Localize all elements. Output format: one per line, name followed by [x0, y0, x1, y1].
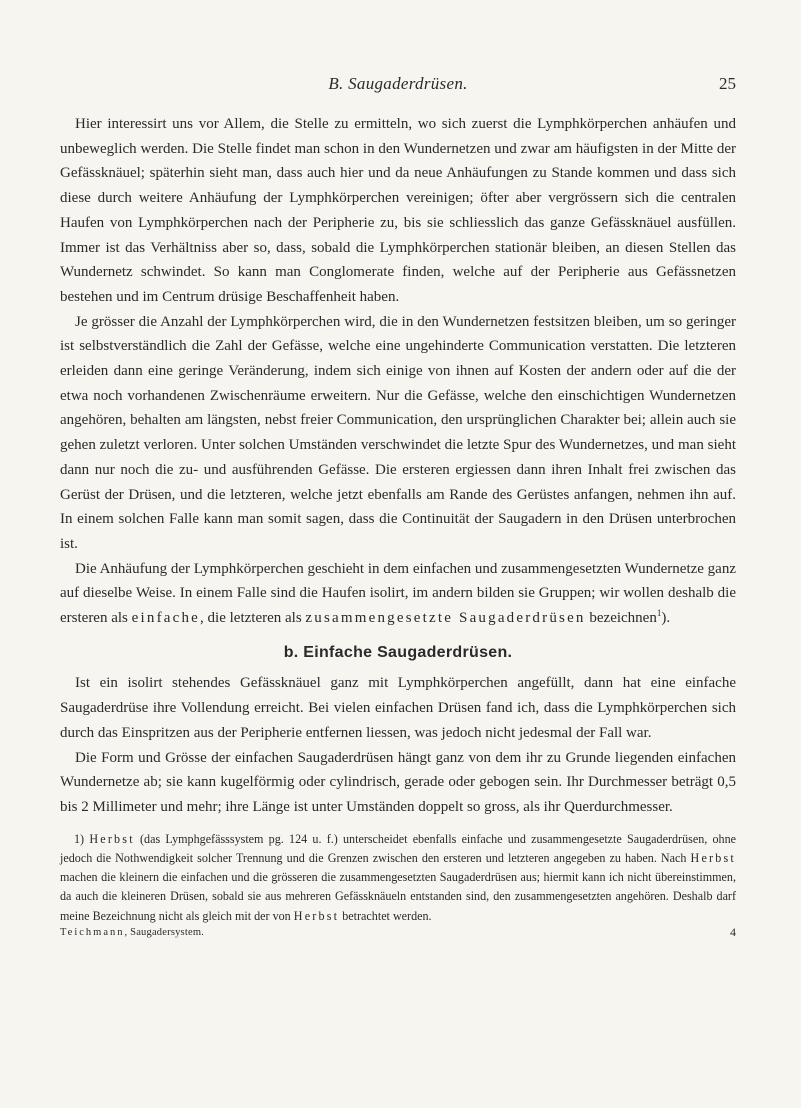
- paragraph-3: [60, 557, 736, 631]
- paragraph-5: Die Form und Grösse der einfachen Saugaderdrüsen hängt ganz von dem ihr zu Grunde liegenden einfachen Wundernetze ab; sie kann kugelförmig oder cylindrisch, gerade oder gebogen sein. Ihr Durchmesser beträgt 0,5 bis 2 Millimeter und mehr; ihre Länge ist unter Umständen doppelt so gross, als ihr Querdurchmesser.: [60, 749, 736, 815]
- footnote-1: [60, 830, 736, 926]
- running-title: B. Saugaderdrüsen.: [328, 74, 468, 93]
- page-number: 25: [719, 74, 736, 93]
- footnote-text-3: betrachtet werden.: [342, 908, 432, 923]
- paragraph-3-mid: , die letzteren als: [200, 610, 302, 627]
- main-text: [60, 112, 736, 820]
- paragraph-2: Je grösser die Anzahl der Lymphkörperchen wird, die in den Wundernetzen festsitzen bleiben, um so geringer ist selbstverständlich die Zahl der Gefässe, welche eine ungehinderte Communication verstatten. Die letzteren erleiden dann eine geringe Veränderung, indem sich einige von ihnen auf Kosten der andern oder auf die der etwa noch vorhandenen Zwischenräume erweitern. Nur die Gefässe, welche den einschichtigen Wundernetzen angehören, behalten am längsten, nebst freier Communication, den ursprünglichen Charakter bei; allein auch sie gehen zuletzt verloren. Unter solchen Umständen verschwindet die letzte Spur des Wundernetzes, und man sieht dann nur noch die zu- und ausführenden Gefässe. Die ersteren ergiessen dann ihren Inhalt frei zwischen das Gerüst der Drüsen, und die letzteren, welche jetzt ebenfalls am Rande des Gerüstes anfangen, nehmen ihn auf. In einem solchen Falle kann man somit sagen, dass die Continuität der Saugadern in den Drüsen unterbrochen ist.: [60, 313, 736, 552]
- running-head: [60, 74, 736, 100]
- paragraph-3-start: Die Anhäufung der Lymphkörperchen geschieht in dem einfachen und zusammengesetzten Wundernetze ganz auf dieselbe Weise. In einem Falle sind die Haufen isolirt, im andern bilden sie Gruppen; wir wollen deshalb die ersteren als: [60, 560, 736, 627]
- book-page: [60, 74, 736, 945]
- signature-line: [60, 924, 736, 945]
- footnote-marker: 1): [74, 831, 85, 846]
- term-zusammengesetzte: zusammengesetzte Saugaderdrüsen: [305, 610, 586, 627]
- paragraph-3-close: ).: [661, 610, 671, 627]
- footnote-author: Herbst: [690, 850, 736, 865]
- section-heading: b. Einfache Saugaderdrüsen.: [283, 643, 513, 661]
- paragraph-4: Ist ein isolirt stehendes Gefässknäuel ganz mit Lymphkörperchen angefüllt, dann hat eine einfache Saugaderdrüse ihre Vollendung erreicht. Bei vielen einfachen Drüsen fand ich, dass die Lymphkörperchen sich durch das Einspritzen aus der Peripherie entfernen liessen, was jedoch nicht jedesmal der Fall war.: [60, 675, 736, 741]
- term-einfache: einfache: [131, 610, 201, 627]
- footnote-text-2: machen die kleinern die einfachen und die grösseren die zusammengesetzten Saugaderdrüsen aus; hiermit kann ich nicht übereinstimmen, da auch die kleineren Drüsen, sobald sie aus mehreren Gefässknäueln entstanden sind, den zusammengesetzten angehören. Deshalb darf meine Bezeichnung nicht als gleich mit der von: [60, 870, 736, 923]
- footer-author: Teichmann: [60, 926, 125, 938]
- footnote-author: Herbst: [293, 908, 340, 923]
- paragraph-1: Hier interessirt uns vor Allem, die Stelle zu ermitteln, wo sich zuerst die Lymphkörperchen anhäufen und unbeweglich werden. Die Stelle findet man schon in den Wundernetzen und zwar am häufigsten in der Mitte der Gefässknäuel; späterhin sieht man, dass auch hier und da neue Anhäufungen zu Stande kommen und dass sich diese durch weitere Anhäufung der Lymphkörperchen vereinigen; öfter aber vergrössern sich die centralen Haufen von Lymphkörperchen nach der Peripherie zu, bis sie schliesslich das ganze Gefässknäuel ausfüllen. Immer ist das Verhältniss aber so, dass, sobald die Lymphkörperchen stationär bleiben, an diesen Stellen das Wundernetz schwindet. So kann man Conglomerate finden, welche auf der Peripherie aus Gefässnetzen bestehen und im Centrum drüsige Beschaffenheit haben.: [60, 116, 736, 305]
- footer-work: , Saugadersystem.: [124, 926, 205, 938]
- footnote-text-1: (das Lymphgefässsystem pg. 124 u. f.) unterscheidet ebenfalls einfache und zusammengesetzte Saugaderdrüsen, ohne jedoch die Nothwendigkeit solcher Trennung und die Grenzen zwischen den ersteren und letzteren angegeben zu haben. Nach: [60, 831, 736, 865]
- footnotes: [60, 830, 736, 926]
- footnote-author: Herbst: [89, 831, 135, 846]
- signature-author: [60, 927, 204, 938]
- signature-number: 4: [730, 924, 736, 939]
- footnote-reference[interactable]: 1: [656, 608, 662, 619]
- paragraph-3-end: bezeichnen: [589, 610, 657, 627]
